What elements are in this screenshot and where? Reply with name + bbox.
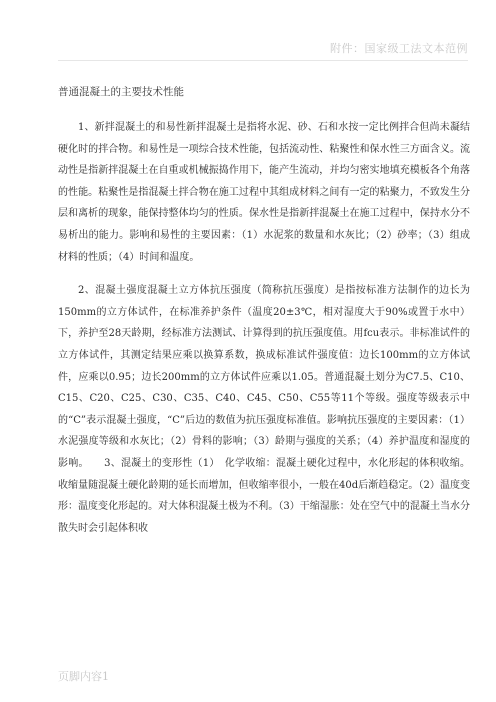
page-footer: 页脚内容1 xyxy=(58,670,109,683)
paragraph-strength: 2、混凝土强度混凝土立方体抗压强度（简称抗压强度）是指按标准方法制作的边长为150mm的立方体试件，在标准养护条件（温度20±3℃，相对湿度大于90%或置于水中）下，养护至28天龄期，经标准方法测试、计算得到的抗压强度值。用fcu表示。非标准试件的立方体试件，其测定结果应乘以换算系数，换成标准试件强度值：边长100mm的立方体试件，应乘以0.95；边长200mm的立方体试件应乘以1.05。普通混凝土划分为C7.5、C10、C15、C20、C25、C30、C35、C40、C45、C50、C55等11个等级。强度等级表示中的“C”表示混凝土强度，“C”后边的数值为抗压强度标准值。影响抗压强度的主要因素：（1）水泥强度等级和水灰比；（2）骨料的影响；（3）龄期与强度的关系；（4）养护温度和湿度的影响。 3、混凝土的变形性（1） 化学收缩：混凝土硬化过程中，水化形起的体积收缩。收缩量随混凝土硬化龄期的延长而增加，但收缩率很小，一般在40d后渐趋稳定。（2）温度变形：温度变化形起的。对大体积混凝土极为不利。（3）干缩湿胀：处在空气中的混凝土当水分散失时会引起体积收 xyxy=(58,285,470,534)
paragraph-workability: 1、新拌混凝土的和易性新拌混凝土是指将水泥、砂、石和水按一定比例拌合但尚未凝结硬化时的拌合物。和易性是一项综合技术性能，包括流动性、粘聚性和保水性三方面含义。流动性是指新拌混凝土在自重或机械振捣作用下，能产生流动，并均匀密实地填充模板各个角落的性能。粘聚性是指混凝土拌合物在施工过程中其组成材料之间有一定的粘聚力，不致发生分层和离析的现象，能保持整体均匀的性质。保水性是指新拌混凝土在施工过程中，保持水分不易析出的能力。影响和易性的主要因素：（1）水泥浆的数量和水灰比；（2）砂率；（3）组成材料的性质；（4）时间和温度。 xyxy=(58,122,470,263)
document-title: 普通混凝土的主要技术性能 xyxy=(58,86,184,98)
page-header: 附件：国家级工法文本范例 xyxy=(330,42,468,55)
header-divider xyxy=(58,60,468,61)
document-body xyxy=(58,117,470,539)
